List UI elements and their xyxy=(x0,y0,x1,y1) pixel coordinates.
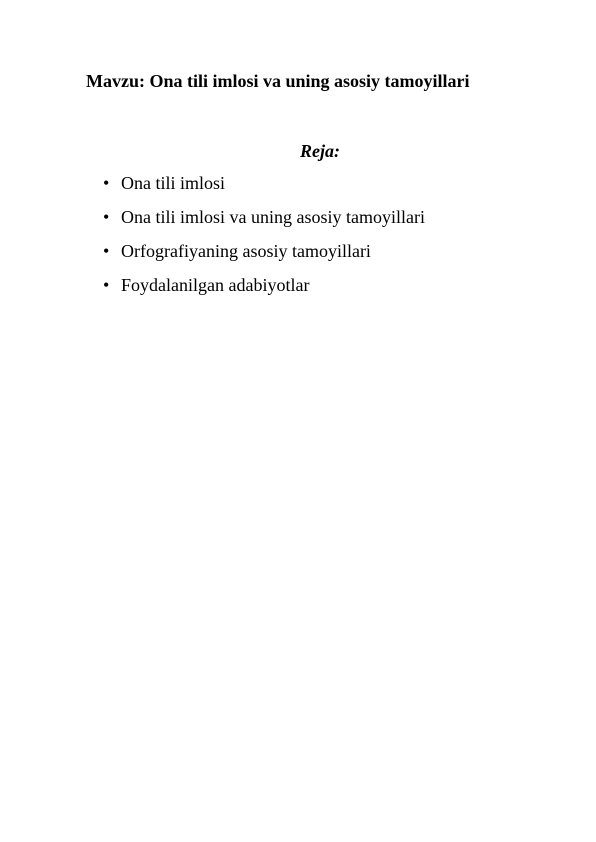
plan-item-text: Ona tili imlosi xyxy=(121,173,226,193)
bullet-icon: • xyxy=(103,241,110,261)
bullet-icon: • xyxy=(103,207,110,227)
plan-item-text: Ona tili imlosi va uning asosiy tamoyillari xyxy=(121,207,425,227)
bullet-icon: • xyxy=(103,275,110,295)
plan-item-text: Foydalanilgan adabiyotlar xyxy=(121,275,310,295)
plan-item-text: Orfografiyaning asosiy tamoyillari xyxy=(121,241,371,261)
plan-heading: Reja: xyxy=(300,141,340,161)
document-title: Mavzu: Ona tili imlosi va uning asosiy tamoyillari xyxy=(86,71,470,91)
bullet-icon: • xyxy=(103,173,110,193)
